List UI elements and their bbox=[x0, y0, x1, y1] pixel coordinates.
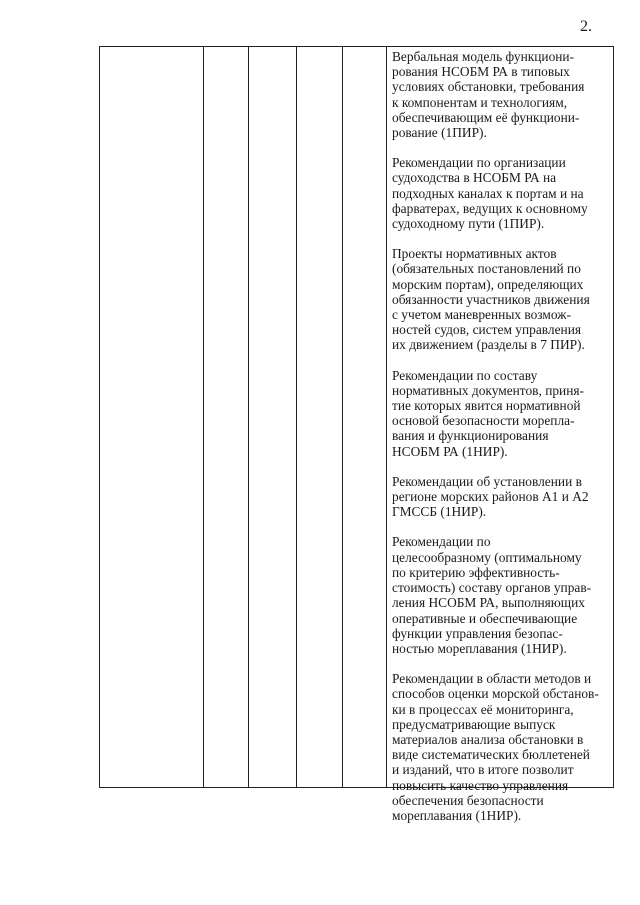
table-column-3 bbox=[249, 47, 297, 787]
recommendation-item: Рекомендации в области методов и способов оценки морской обстанов- ки в процессах её мониторинга, предусматривающие выпуск материалов анализа обстановки в виде систематических бюллетеней и изданий, что в итоге позволит повысить качество управления обеспечения безопасности мореплавания (1НИР). bbox=[392, 671, 599, 823]
table-column-5 bbox=[343, 47, 387, 787]
recommendation-item: Вербальная модель функциони- рования НСОБМ РА в типовых условиях обстановки, требования к компонентам и технологиям, обеспечивающим её функциони- рование (1ПИР). bbox=[392, 49, 585, 141]
recommendation-item: Рекомендации по составу нормативных документов, приня- тие которых явится нормативной основой безопасности морепла- вания и функционирования НСОБМ РА (1НИР). bbox=[392, 367, 585, 459]
table-column-4 bbox=[297, 47, 343, 787]
table-column-1 bbox=[100, 47, 204, 787]
table-column-2 bbox=[204, 47, 249, 787]
recommendation-item: Рекомендации по организации судоходства в НСОБМ РА на подходных каналах к портам и на фарватерах, ведущих к основному судоходному пути (1ПИР). bbox=[392, 155, 588, 232]
recommendation-item: Рекомендации об установлении в регионе морских районов А1 и А2 ГМССБ (1НИР). bbox=[392, 473, 589, 520]
recommendation-item: Проекты нормативных актов (обязательных постановлений по морским портам), определяющих обязанности участников движения с учетом маневренных возмож- ностей судов, систем управления их движением (разделы в 7 ПИР). bbox=[392, 246, 590, 353]
recommendation-item: Рекомендации по целесообразному (оптимальному по критерию эффективность- стоимость) составу органов управ- ления НСОБМ РА, выполняющих оперативные и обеспечивающие функции управления безопас- ностью мореплавания (1НИР). bbox=[392, 534, 592, 656]
page-number: 2. bbox=[580, 18, 592, 35]
results-table bbox=[99, 46, 614, 823]
table-column-results bbox=[387, 47, 613, 823]
